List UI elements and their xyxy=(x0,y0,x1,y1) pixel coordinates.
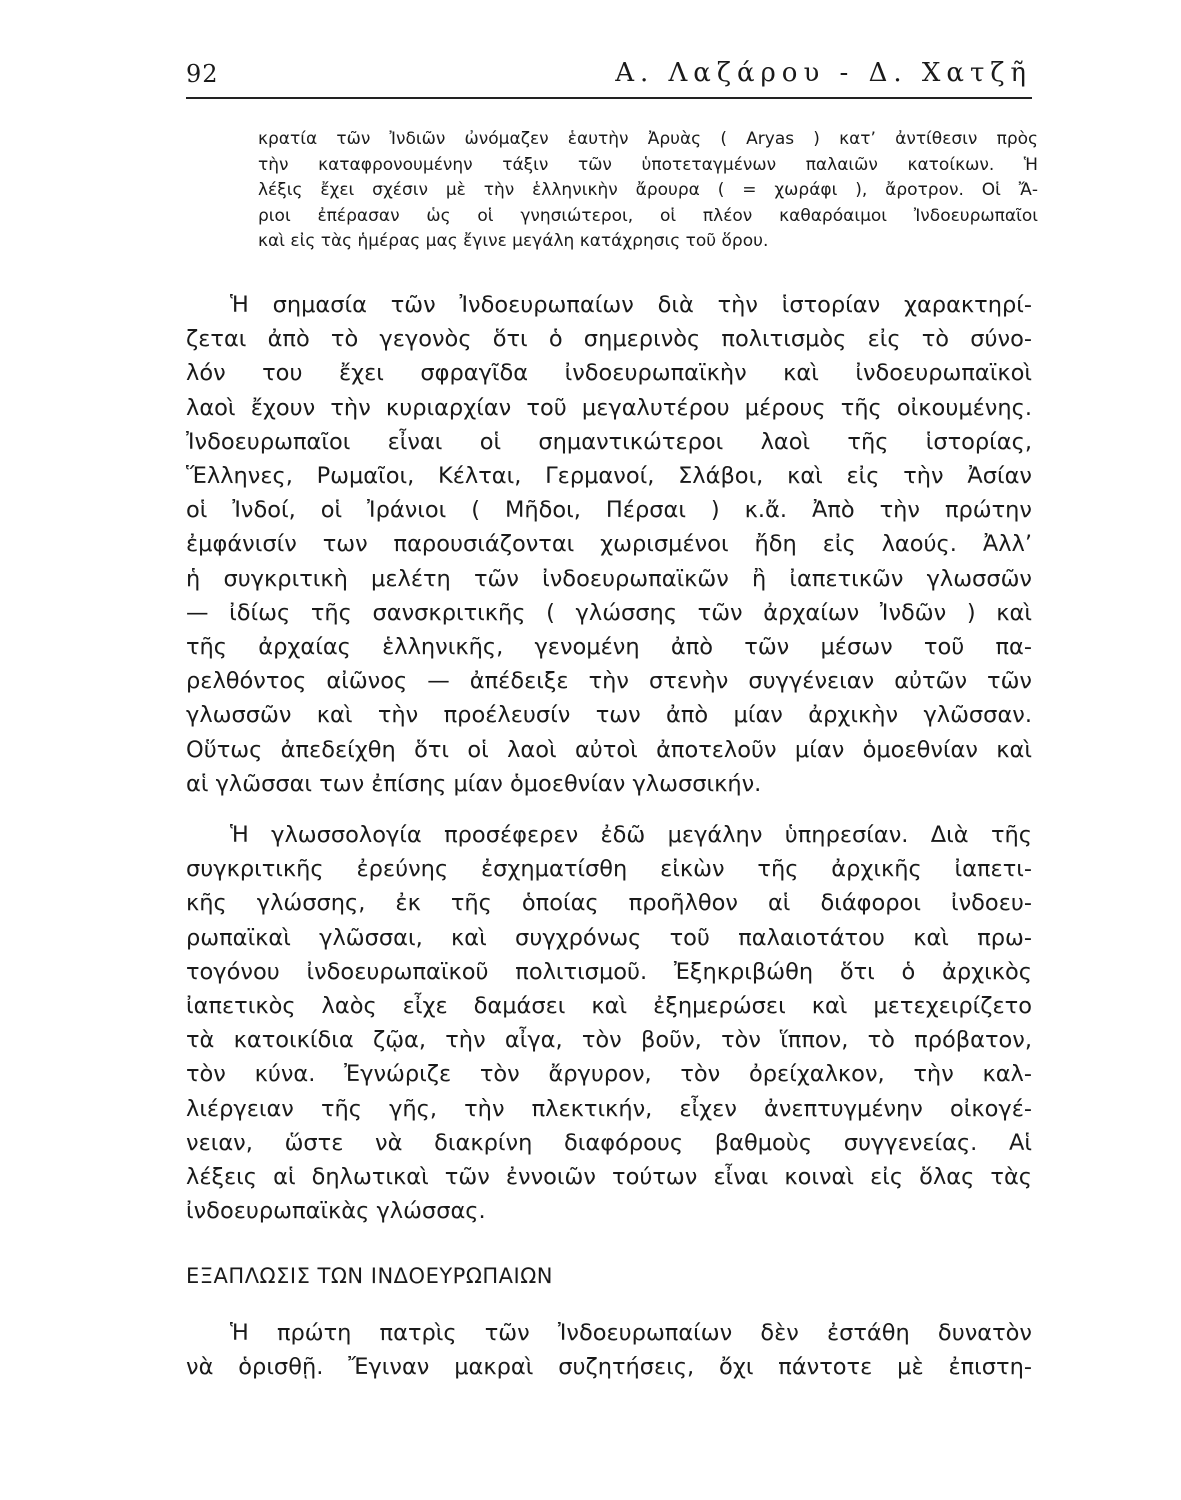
page-header xyxy=(186,58,1032,98)
text-line: ρελθόντος αἰῶνος — ἀπέδειξε τὴν στενὴν συγγένειαν αὐτῶν τῶν xyxy=(186,668,1032,695)
running-head: Α. Λαζάρου - Δ. Χατζῆ xyxy=(615,58,1032,88)
footnote-line: κρατία τῶν Ἰνδιῶν ὠνόμαζεν ἑαυτὴν Ἀρυὰς ( Aryas ) κατ’ ἀντίθεσιν πρὸς xyxy=(258,129,1038,149)
text-line: νὰ ὁρισθῇ. Ἔγιναν μακραὶ συζητήσεις, ὄχι πάντοτε μὲ ἐπιστη- xyxy=(186,1354,1032,1381)
text-line: τῆς ἀρχαίας ἑλληνικῆς, γενομένη ἀπὸ τῶν μέσων τοῦ πα- xyxy=(186,634,1032,661)
footnote-line: καὶ εἰς τὰς ἡμέρας μας ἔγινε μεγάλη κατάχρησις τοῦ ὅρου. xyxy=(258,231,769,251)
footnote xyxy=(258,127,1038,255)
text-line: Ἕλληνες, Ρωμαῖοι, Κέλται, Γερμανοί, Σλάβοι, καὶ εἰς τὴν Ἀσίαν xyxy=(186,463,1032,490)
text-line: συγκριτικῆς ἐρεύνης ἐσχηματίσθη εἰκὼν τῆς ἀρχικῆς ἰαπετι- xyxy=(186,856,1032,883)
text-line: Ἰνδοευρωπαῖοι εἶναι οἱ σημαντικώτεροι λαοὶ τῆς ἱστορίας, xyxy=(186,428,1032,455)
paragraph-significance xyxy=(186,288,1032,801)
text-line: τὸν κύνα. Ἐγνώριζε τὸν ἄργυρον, τὸν ὀρείχαλκον, τὴν καλ- xyxy=(186,1061,1032,1088)
text-line: κῆς γλώσσης, ἐκ τῆς ὁποίας προῆλθον αἱ διάφοροι ἰνδοευ- xyxy=(186,890,1032,917)
paragraph-homeland xyxy=(186,1316,1032,1384)
paragraph-linguistics xyxy=(186,818,1032,1228)
text-line: Ἡ σημασία τῶν Ἰνδοευρωπαίων διὰ τὴν ἱστορίαν χαρακτηρί- xyxy=(230,292,1032,318)
section-heading: ΕΞΑΠΛΩΣΙΣ ΤΩΝ ΙΝΔΟΕΥΡΩΠΑΙΩΝ xyxy=(186,1264,553,1288)
text-line: λέξεις αἱ δηλωτικαὶ τῶν ἐννοιῶν τούτων εἶναι κοιναὶ εἰς ὅλας τὰς xyxy=(186,1164,1032,1191)
text-line: ἰαπετικὸς λαὸς εἶχε δαμάσει καὶ ἐξημερώσει καὶ μετεχειρίζετο xyxy=(186,993,1032,1020)
header-rule xyxy=(186,97,1032,99)
text-line: — ἰδίως τῆς σανσκριτικῆς ( γλώσσης τῶν ἀρχαίων Ἰνδῶν ) καὶ xyxy=(186,599,1032,626)
text-line: αἱ γλῶσσαι των ἐπίσης μίαν ὁμοεθνίαν γλωσσικήν. xyxy=(186,770,762,797)
footnote-line: τὴν καταφρονουμένην τάξιν τῶν ὑποτεταγμένων παλαιῶν κατοίκων. Ἡ xyxy=(258,154,1038,175)
text-line: ζεται ἀπὸ τὸ γεγονὸς ὅτι ὁ σημερινὸς πολιτισμὸς εἰς τὸ σύνο- xyxy=(186,326,1032,353)
text-line: ἰνδοευρωπαϊκὰς γλώσσας. xyxy=(186,1198,486,1225)
text-line: Ἡ πρώτη πατρὶς τῶν Ἰνδοευρωπαίων δὲν ἐστάθη δυνατὸν xyxy=(230,1320,1032,1346)
text-line: οἱ Ἰνδοί, οἱ Ἰράνιοι ( Μῆδοι, Πέρσαι ) κ.ἄ. Ἀπὸ τὴν πρώτην xyxy=(186,497,1032,524)
text-line: λιέργειαν τῆς γῆς, τὴν πλεκτικήν, εἶχεν ἀνεπτυγμένην οἰκογέ- xyxy=(186,1095,1032,1122)
text-line: Ἡ γλωσσολογία προσέφερεν ἐδῶ μεγάλην ὑπηρεσίαν. Διὰ τῆς xyxy=(230,822,1032,848)
text-line: νειαν, ὥστε νὰ διακρίνη διαφόρους βαθμοὺς συγγενείας. Αἱ xyxy=(186,1129,1032,1156)
text-line: γλωσσῶν καὶ τὴν προέλευσίν των ἀπὸ μίαν ἀρχικὴν γλῶσσαν. xyxy=(186,702,1032,729)
text-line: λόν του ἔχει σφραγῖδα ἰνδοευρωπαϊκὴν καὶ ἰνδοευρωπαϊκοὶ xyxy=(186,360,1032,387)
text-line: τογόνου ἰνδοευρωπαϊκοῦ πολιτισμοῦ. Ἐξηκριβώθη ὅτι ὁ ἀρχικὸς xyxy=(186,958,1032,985)
text-line: ἡ συγκριτικὴ μελέτη τῶν ἰνδοευρωπαϊκῶν ἢ ἰαπετικῶν γλωσσῶν xyxy=(186,565,1032,592)
footnote-line: λέξις ἔχει σχέσιν μὲ τὴν ἑλληνικὴν ἄρουρα ( = χωράφι ), ἄροτρον. Οἱ Ἄ- xyxy=(258,180,1038,200)
text-line: ἐμφάνισίν των παρουσιάζονται χωρισμένοι ἤδη εἰς λαούς. Ἀλλ’ xyxy=(186,531,1032,558)
text-line: λαοὶ ἔχουν τὴν κυριαρχίαν τοῦ μεγαλυτέρου μέρους τῆς οἰκουμένης. xyxy=(186,394,1032,421)
text-line: Οὕτως ἀπεδείχθη ὅτι οἱ λαοὶ αὐτοὶ ἀποτελοῦν μίαν ὁμοεθνίαν καὶ xyxy=(186,736,1032,763)
text-line: ρωπαϊκαὶ γλῶσσαι, καὶ συγχρόνως τοῦ παλαιοτάτου καὶ πρω- xyxy=(186,924,1032,951)
text-line: τὰ κατοικίδια ζῷα, τὴν αἶγα, τὸν βοῦν, τὸν ἵππον, τὸ πρόβατον, xyxy=(186,1027,1032,1054)
footnote-line: ριοι ἐπέρασαν ὡς οἱ γνησιώτεροι, οἱ πλέον καθαρόαιμοι Ἰνδοευρωπαῖοι xyxy=(258,205,1038,226)
page-number: 92 xyxy=(186,60,219,88)
